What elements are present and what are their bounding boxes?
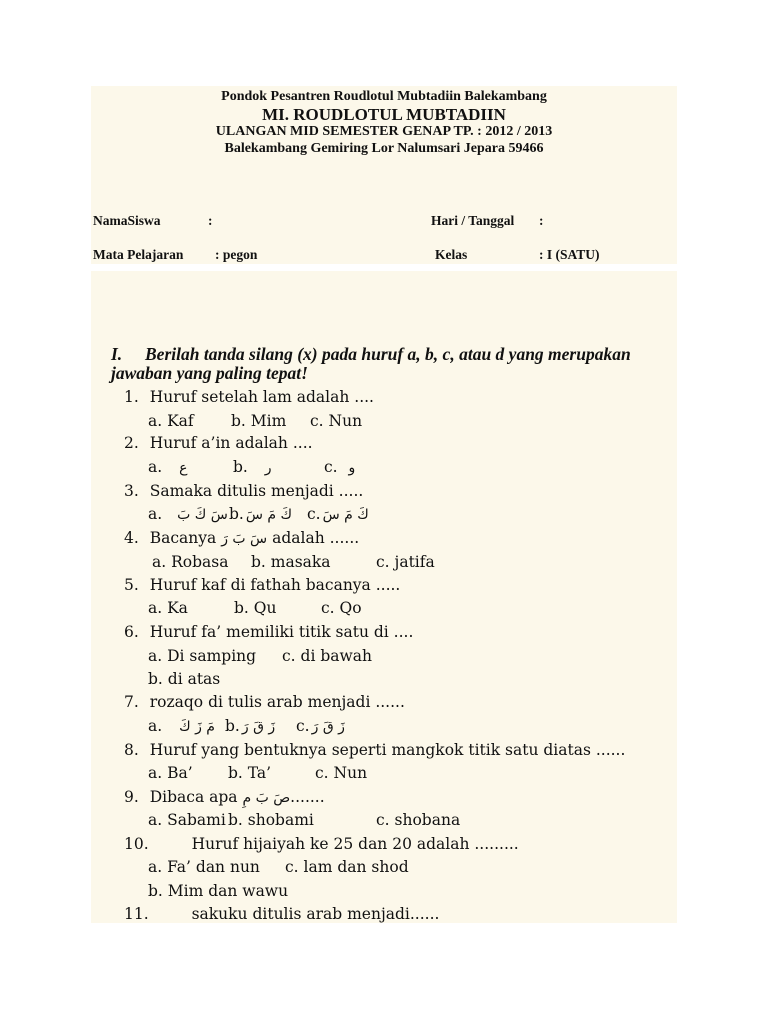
question-text: rozaqo di tulis arab menjadi ...... (149, 693, 405, 711)
nama-label: NamaSiswa (93, 213, 161, 228)
question-number: 11. (124, 905, 149, 923)
school-foundation: Pondok Pesantren Roudlotul Mubtadiin Balekambang (221, 89, 547, 104)
option-letter: a. (148, 458, 163, 476)
arabic-text: زَ قَ رَ (241, 719, 276, 735)
question-text: Huruf a’in adalah .... (149, 434, 313, 452)
q3-option-b (229, 504, 292, 525)
header-box (91, 86, 677, 264)
question-text: Dibaca apa (149, 788, 238, 806)
question-number: 4. (124, 529, 139, 547)
q7-option-b (225, 716, 275, 737)
q10-option-b: b. Mim dan wawu (148, 882, 289, 900)
q9-option-a: a. Sabami (148, 811, 226, 829)
q7-option-c (296, 716, 345, 737)
question-number: 9. (124, 788, 139, 806)
blank-band (91, 271, 677, 341)
option-letter: a. (148, 505, 163, 523)
mapel-value: : pegon (215, 247, 258, 262)
question-number: 7. (124, 693, 139, 711)
arabic-text: صَ بَ مِ (242, 790, 291, 806)
arabic-text: سَ بَ رَ (221, 531, 268, 547)
hari-colon: : (539, 213, 544, 228)
question-6 (124, 622, 413, 642)
q4-option-b: b. masaka (251, 553, 331, 571)
arabic-text: زَ قَ رَ (311, 719, 345, 735)
question-section (91, 341, 677, 923)
question-text: Samaka ditulis menjadi ..... (149, 482, 364, 500)
q4-option-a: a. Robasa (152, 553, 229, 571)
q6-option-a: a. Di samping (148, 647, 257, 665)
q2-option-c (324, 457, 355, 478)
question-text: Huruf fa’ memiliki titik satu di .... (149, 623, 414, 641)
option-letter: b. (233, 458, 248, 476)
q1-option-c: c. Nun (310, 412, 363, 430)
q5-option-b: b. Qu (234, 599, 277, 617)
question-10 (124, 834, 519, 854)
option-letter: c. (324, 458, 338, 476)
question-text: Bacanya (149, 529, 217, 547)
kelas-label: Kelas (435, 247, 468, 262)
question-text: ....... (290, 788, 325, 806)
q6-option-c: c. di bawah (282, 647, 372, 665)
q2-option-b (233, 457, 272, 478)
option-letter: c. (307, 505, 321, 523)
exam-title: ULANGAN MID SEMESTER GENAP TP. : 2012 / 2013 (215, 124, 553, 139)
q10-option-a: a. Fa’ dan nun (148, 858, 260, 876)
q5-option-a: a. Ka (148, 599, 188, 617)
question-number: 6. (124, 623, 139, 641)
question-text: adalah ...... (272, 529, 360, 547)
question-7 (124, 692, 405, 712)
q6-option-b: b. di atas (148, 670, 221, 688)
arabic-text: سَ كَ بَ (177, 507, 228, 523)
option-letter: b. (225, 717, 240, 735)
q8-option-b: b. Ta’ (228, 764, 272, 782)
arabic-text: مَ زَ كَ (179, 719, 215, 735)
question-number: 3. (124, 482, 139, 500)
q8-option-a: a. Ba’ (148, 764, 193, 782)
hari-label: Hari / Tanggal (431, 213, 515, 228)
q3-option-c (307, 504, 369, 525)
question-number: 8. (124, 741, 139, 759)
question-number: 10. (124, 835, 149, 853)
question-text: Huruf kaf di fathah bacanya ..... (149, 576, 401, 594)
question-number: 1. (124, 388, 139, 406)
question-9 (124, 787, 325, 808)
q1-option-a: a. Kaf (148, 412, 194, 430)
q8-option-c: c. Nun (315, 764, 368, 782)
question-number: 5. (124, 576, 139, 594)
q9-option-b: b. shobami (228, 811, 314, 829)
q7-option-a (148, 716, 215, 737)
question-text: Huruf yang bentuknya seperti mangkok titik satu diatas ...... (149, 741, 626, 759)
question-3 (124, 481, 363, 501)
question-8 (124, 740, 625, 760)
q9-option-c: c. shobana (376, 811, 461, 829)
section-instruction (111, 345, 671, 383)
question-text: sakuku ditulis arab menjadi...... (191, 905, 440, 923)
mapel-label: Mata Pelajaran (93, 247, 184, 262)
arabic-text: كَ مَ سَ (322, 507, 369, 523)
option-letter: c. (296, 717, 310, 735)
question-1 (124, 387, 374, 407)
question-4 (124, 528, 359, 549)
question-text: Huruf setelah lam adalah .... (149, 388, 374, 406)
question-5 (124, 575, 400, 595)
q4-option-c: c. jatifa (376, 553, 435, 571)
option-letter: a. (148, 717, 163, 735)
q2-option-a (148, 457, 187, 478)
q3-option-a (148, 504, 228, 525)
arabic-text: ع (179, 460, 188, 476)
question-2 (124, 433, 313, 453)
q10-option-c: c. lam dan shod (285, 858, 409, 876)
arabic-text: و (348, 460, 356, 476)
q5-option-c: c. Qo (321, 599, 362, 617)
arabic-text: كَ مَ سَ (245, 507, 293, 523)
instruction-text: Berilah tanda silang (x) pada huruf a, b, c, atau d yang merupakan jawaban yang paling tepat! (111, 344, 631, 383)
school-name: MI. ROUDLOTUL MUBTADIIN (262, 105, 506, 124)
nama-colon: : (208, 213, 213, 228)
question-text: Huruf hijaiyah ke 25 dan 20 adalah ......... (191, 835, 519, 853)
school-address: Balekambang Gemiring Lor Nalumsari Jepara 59466 (224, 141, 544, 156)
kelas-value: : I (SATU) (539, 247, 600, 262)
section-number: I. (111, 344, 123, 364)
q1-option-b: b. Mim (231, 412, 287, 430)
option-letter: b. (229, 505, 244, 523)
question-number: 2. (124, 434, 139, 452)
question-11 (124, 904, 439, 924)
arabic-text: ر (264, 460, 272, 476)
